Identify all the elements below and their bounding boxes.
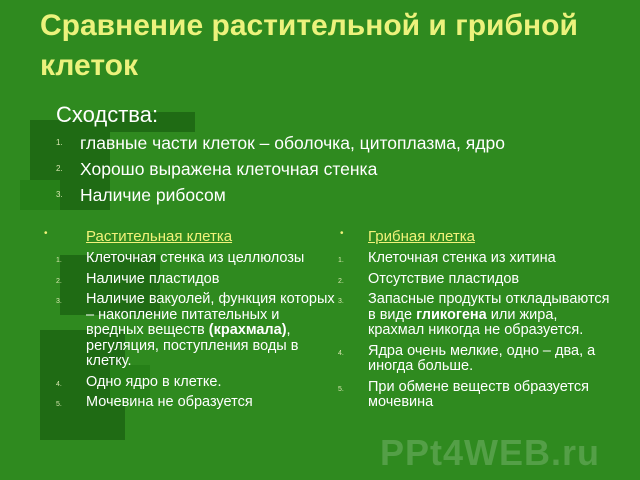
item-number: 3. xyxy=(56,190,63,199)
plant-item xyxy=(56,251,341,267)
item-number: 1. xyxy=(338,257,344,264)
fungal-item xyxy=(338,292,610,339)
similarities-list xyxy=(56,130,505,208)
item-number: 3. xyxy=(56,298,62,305)
item-number: 2. xyxy=(338,277,344,285)
plant-item xyxy=(56,292,341,370)
item-text: При обмене веществ образуется мочевина xyxy=(368,378,589,410)
fungal-item xyxy=(338,272,610,288)
plant-item xyxy=(56,375,341,391)
item-number: 2. xyxy=(56,164,63,173)
item-text: Наличие пластидов xyxy=(86,270,220,287)
plant-item xyxy=(56,272,341,288)
item-text: Запасные продукты откладываются в виде xyxy=(368,291,610,323)
item-number: 3. xyxy=(338,298,344,305)
item-text: Ядра очень мелкие, одно – два, а иногда больше. xyxy=(368,342,596,374)
similarity-item: 3. Наличие рибосом xyxy=(56,182,505,208)
fungal-column xyxy=(338,228,610,411)
item-number: 4. xyxy=(56,380,62,388)
item-number: 5. xyxy=(338,385,344,393)
fungal-list xyxy=(338,251,610,411)
item-text: Клеточная стенка из хитина xyxy=(368,250,556,266)
plant-column xyxy=(44,228,341,411)
slide-title: Сравнение растительной и грибной клеток xyxy=(40,9,578,82)
item-text: Мочевина не образуется xyxy=(86,394,253,410)
fungal-item xyxy=(338,251,610,267)
plant-item xyxy=(56,395,341,411)
item-number: 5. xyxy=(56,401,62,408)
plant-list xyxy=(56,251,341,411)
item-text: или жира, крахмал никогда не образуется. xyxy=(368,306,584,338)
deco-block xyxy=(20,180,60,210)
item-number: 2. xyxy=(56,277,62,285)
item-number: 1. xyxy=(56,257,62,264)
item-number: 1. xyxy=(56,138,63,147)
bold-text: (крахмала) xyxy=(208,322,287,338)
item-text: , регуляция, поступления воды в клетку. xyxy=(86,322,299,369)
fungal-item xyxy=(338,344,610,375)
bullet-icon: • xyxy=(44,228,48,239)
item-text: Одно ядро в клетке. xyxy=(86,373,222,390)
bold-text: гликогена xyxy=(416,306,487,323)
item-number: 4. xyxy=(338,349,344,357)
fungal-heading: Грибная клетка xyxy=(368,228,475,245)
watermark: PPt4WEB.ru xyxy=(380,432,601,473)
item-text: Клеточная стенка из целлюлозы xyxy=(86,250,305,266)
item-text: Отсутствие пластидов xyxy=(368,270,520,287)
similarity-item: 1. главные части клеток – оболочка, цитоплазма, ядро xyxy=(56,130,505,156)
similarity-item: 2. Хорошо выражена клеточная стенка xyxy=(56,156,505,182)
bullet-icon: • xyxy=(340,228,344,239)
similarities-heading: Сходства: xyxy=(56,102,159,127)
item-text: Наличие вакуолей, функция которых – накопление питательных и вредных веществ xyxy=(86,291,335,338)
fungal-item xyxy=(338,380,610,411)
plant-heading: Растительная клетка xyxy=(86,228,233,245)
